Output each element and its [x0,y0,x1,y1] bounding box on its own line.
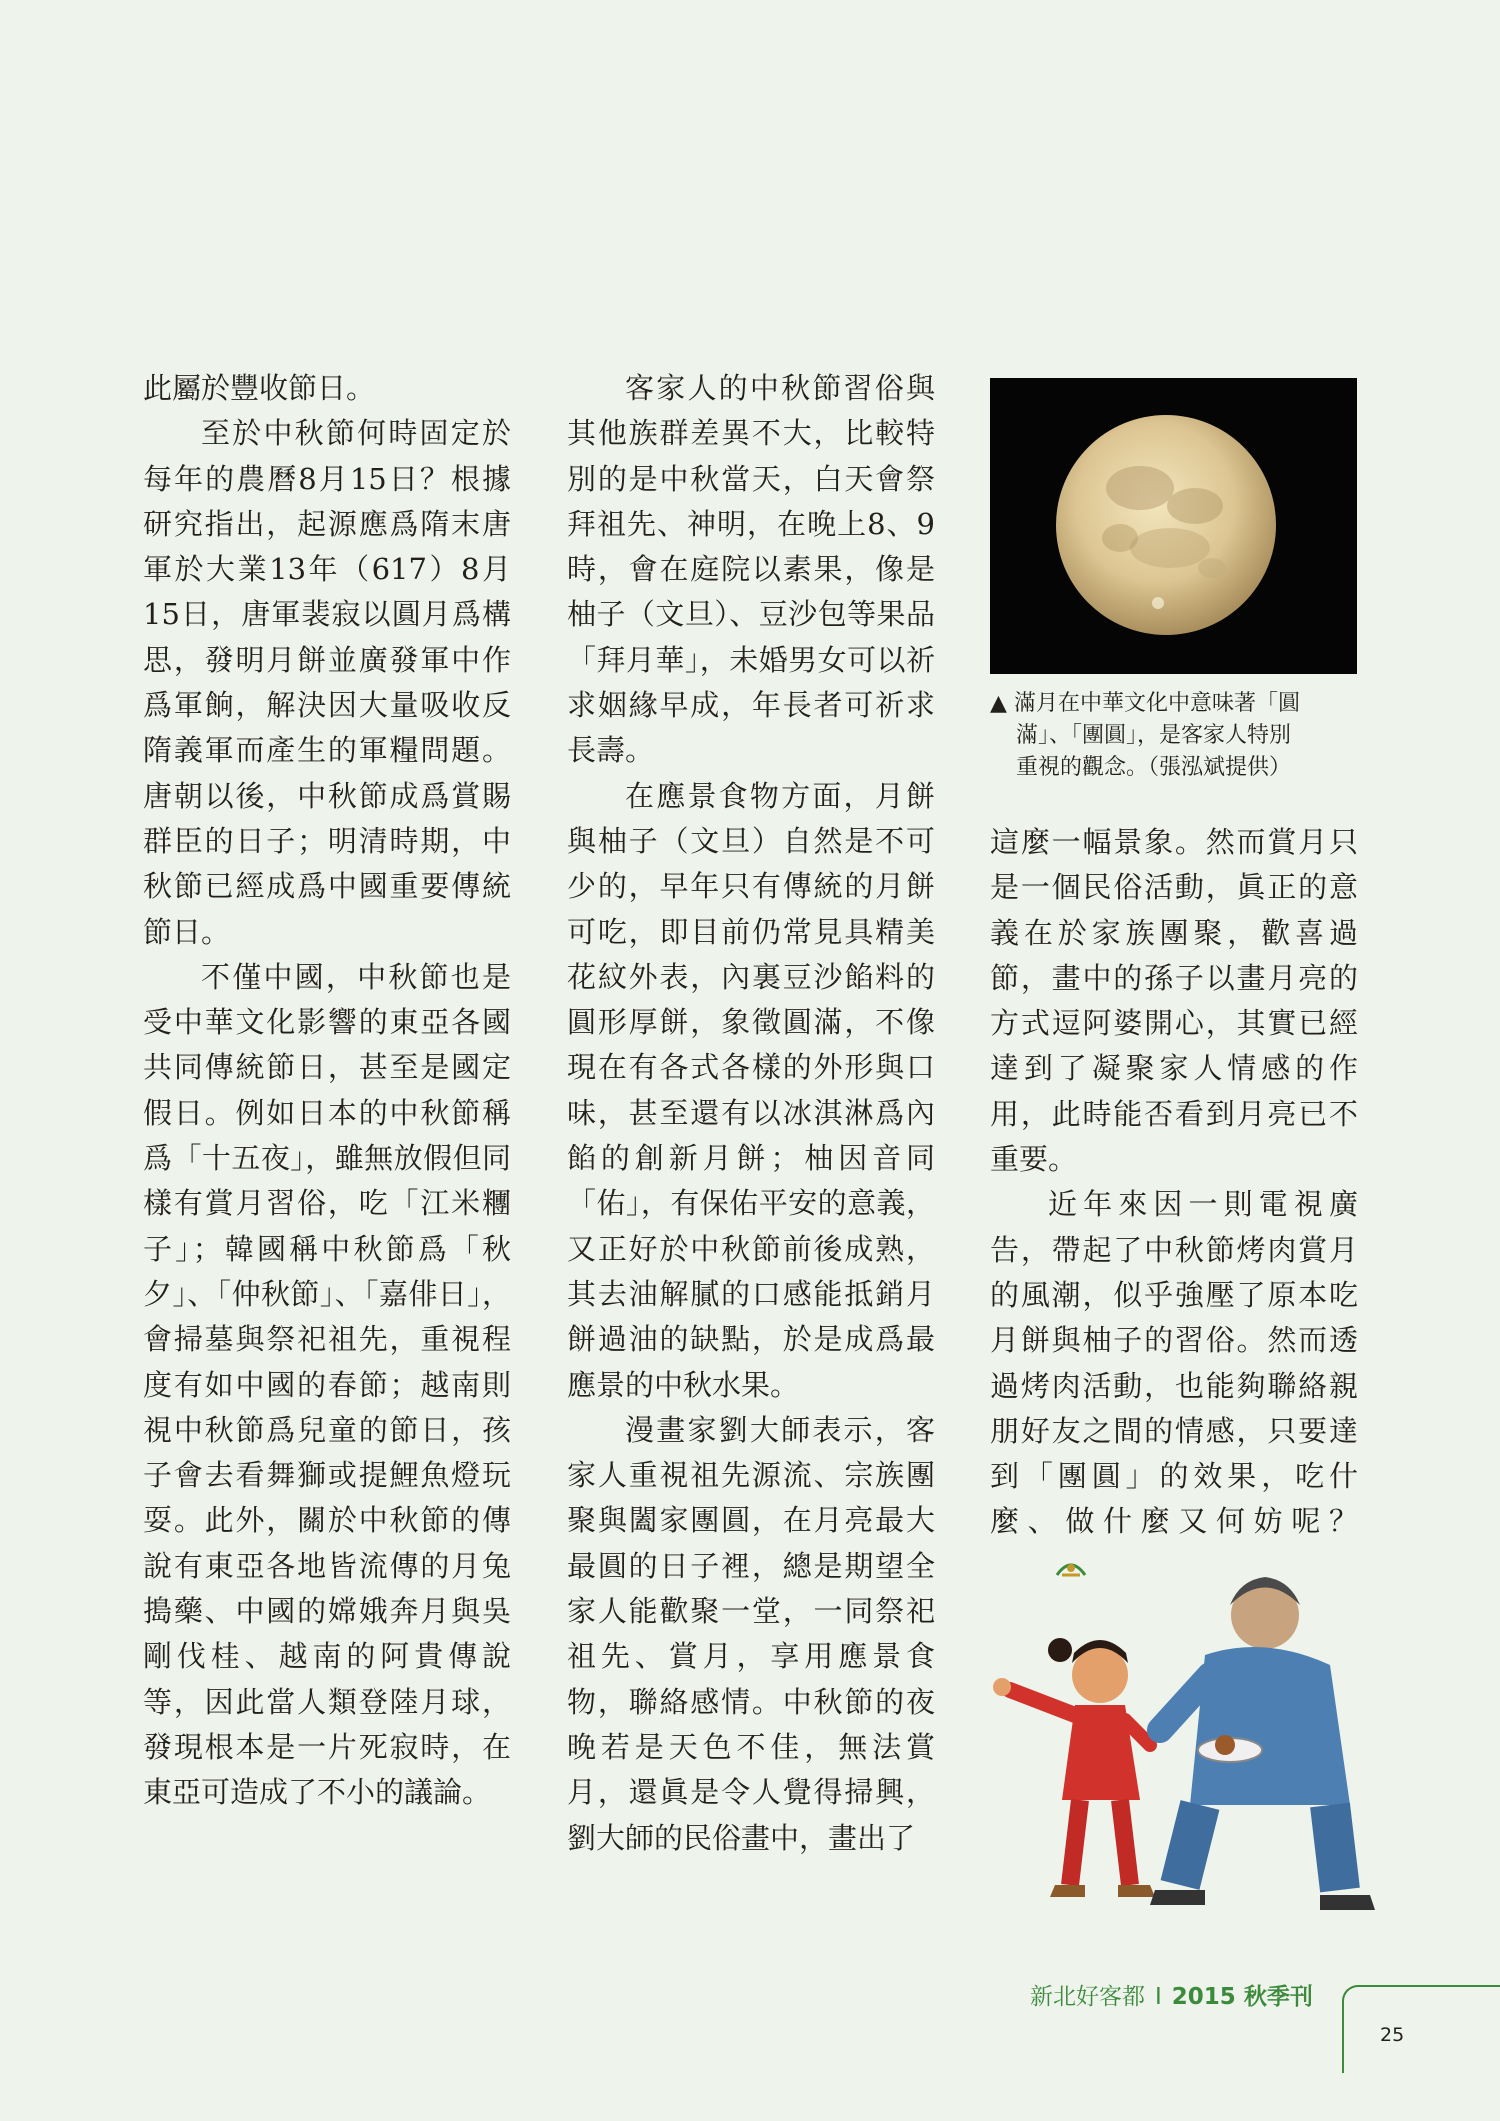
paragraph: 近年來因一則電視廣告，帶起了中秋節烤肉賞月的風潮，似乎強壓了原本吃月餅與柚子的習俗。然而透過烤肉活動，也能夠聯絡親朋好友之間的情感，只要達到「團圓」的效果，吃什麼、做什麼又何妨呢？ [990,1182,1358,1596]
triangle-marker-icon: ▲ [990,691,1007,716]
grandma-and-child-illustration [990,1555,1410,1935]
text-column-2 [567,366,935,1861]
caption-line-2: 滿」、「團圓」，是客家人特別 [1016,723,1292,748]
full-moon-photo [990,378,1357,674]
child-figure [993,1638,1155,1897]
paragraph: 這麼一幅景象。然而賞月只是一個民俗活動，眞正的意義在於家族團聚，歡喜過節，畫中的孫子以畫月亮的方式逗阿婆開心，其實已經達到了凝聚家人情感的作用，此時能否看到月亮已不重要。 [990,825,1358,1177]
grandmother-figure [1150,1577,1375,1910]
paragraph: 在應景食物方面，月餅與柚子（文旦）自然是不可少的，早年只有傳統的月餅可吃，即目前仍常見具精美花紋外表，內裏豆沙餡料的圓形厚餅，象徵圓滿，不像現在有各式各樣的外形與口味，甚至還有以冰淇淋爲內餡的創新月餅；柚因音同「佑」，有保佑平安的意義，又正好於中秋節前後成熟，其去油解膩的口感能抵銷月餅過油的缺點，於是成爲最應景的中秋水果。 [567,778,935,1402]
footer-magazine-info [1030,1978,1313,2011]
caption-line-3: 重視的觀念。（張泓斌提供） [1016,755,1292,780]
paragraph: 不僅中國，中秋節也是受中華文化影響的東亞各國共同傳統節日，甚至是國定假日。例如日本的中秋節稱爲「十五夜」，雖無放假但同樣有賞月習俗，吃「江米糰子」；韓國稱中秋節爲「秋夕」、「仲秋節」、「嘉俳日」，會掃墓與祭祀祖先，重視程度有如中國的春節；越南則視中秋節爲兒童的節日，孩子會去看舞獅或提鯉魚燈玩耍。此外，關於中秋節的傳說有東亞各地皆流傳的月兔搗藥、中國的嫦娥奔月與吳剛伐桂、越南的阿貴傳說等，因此當人類登陸月球，發現根本是一片死寂時，在東亞可造成了不小的議論。 [143,959,511,1810]
footer-corner-bracket [1342,1985,1500,2073]
paragraph: 此屬於豐收節日。 [143,371,376,405]
paragraph: 漫畫家劉大師表示，客家人重視祖先源流、宗族團聚與闔家團圓，在月亮最大最圓的日子裡，總是期望全家人能歡聚一堂，一同祭祀祖先、賞月，享用應景食物，聯絡感情。中秋節的夜晚若是天色不佳，無法賞月，還眞是令人覺得掃興，劉大師的民俗畫中，畫出了 [567,1412,935,1855]
footer-separator: I [1155,1984,1162,2010]
text-column-3 [990,820,1358,1596]
issue-label: 2015 秋季刊 [1171,1984,1313,2010]
caption-line-1: ▲ 滿月在中華文化中意味著「圓 [990,688,1360,720]
magazine-title: 新北好客都 [1030,1984,1145,2010]
paragraph: 客家人的中秋節習俗與其他族群差異不大，比較特別的是中秋當天，白天會祭拜祖先、神明，在晚上8、9時，會在庭院以素果，像是柚子（文旦）、豆沙包等果品「拜月華」，未婚男女可以祈求姻緣早成，年長者可祈求長壽。 [567,371,935,768]
text-column-1 [143,366,511,1816]
page-number: 25 [1380,2024,1405,2046]
photo-caption [990,688,1360,784]
paragraph: 至於中秋節何時固定於每年的農曆8月15日？根據研究指出，起源應爲隋末唐軍於大業13年（617）8月15日，唐軍裴寂以圓月爲構思，發明月餅並廣發軍中作爲軍餉，解決因大量吸收反隋義軍而產生的軍糧問題。唐朝以後，中秋節成爲賞賜群臣的日子；明清時期，中秋節已經成爲中國重要傳統節日。 [143,416,511,949]
